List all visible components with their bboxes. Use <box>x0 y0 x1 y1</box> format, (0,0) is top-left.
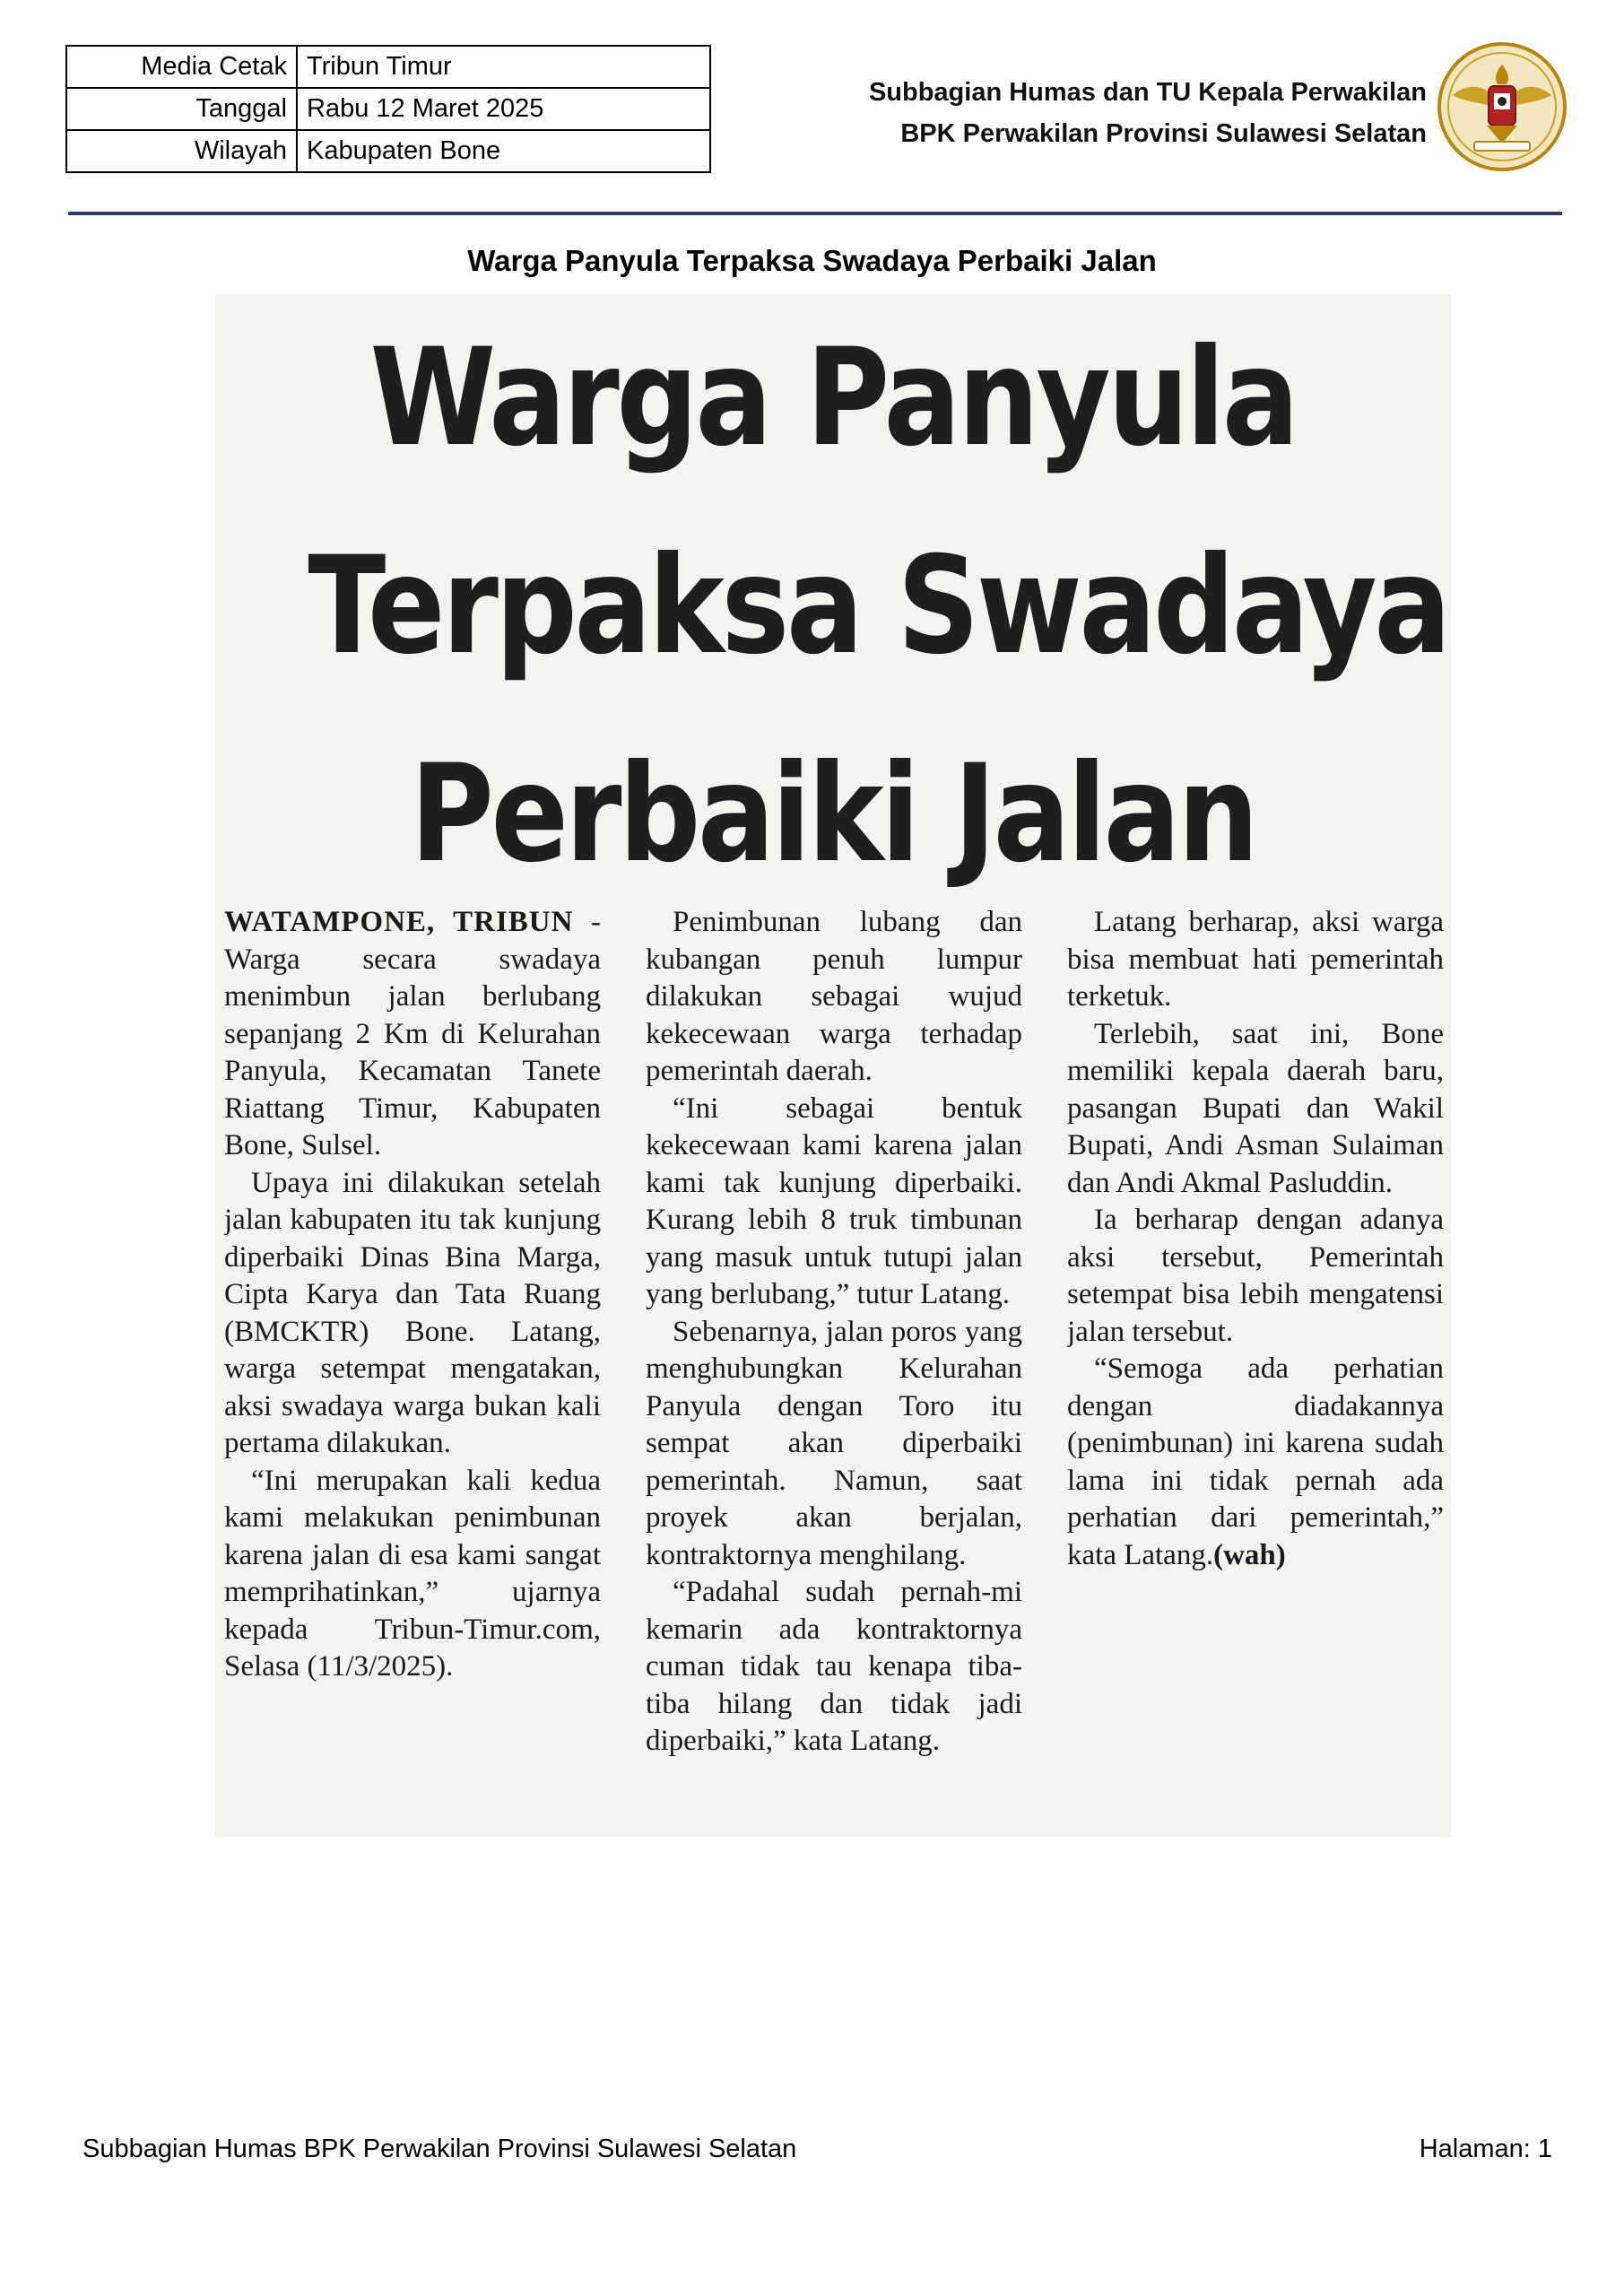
org-line-1: Subbagian Humas dan TU Kepala Perwakilan <box>868 78 1427 107</box>
author-initials: (wah) <box>1213 1538 1286 1571</box>
headline <box>308 294 1448 918</box>
paragraph-4: Penimbunan lubang dan kubangan penuh lumpur dilakukan sebagai wujud kekecewaan warga terhadap pemerintah daerah. <box>646 906 1022 1087</box>
paragraph-10: Ia berharap dengan adanya aksi tersebut, Pemerintah setempat bisa lebih mengatensi jalan tersebut. <box>1067 1204 1444 1348</box>
region-row <box>66 130 710 172</box>
paragraph-2: Upaya ini dilakukan setelah jalan kabupaten itu tak kunjung diperbaiki Dinas Bina Marga, Cipta Karya dan Tata Ruang (BMCKTR) Bone. Latang, warga setempat mengatakan, aksi swadaya warga bukan kali pertama dilakukan. <box>224 1166 601 1459</box>
paragraph-5: “Ini sebagai bentuk kekecewaan kami karena jalan kami tak kunjung diperbaiki. Kurang lebih 8 truk timbunan yang masuk untuk tutupi jalan yang berlubang,” tutur Latang. <box>646 1091 1022 1310</box>
paragraph-8: Latang berharap, aksi warga bisa membuat hati pemerintah terketuk. <box>1067 906 1444 1013</box>
page-number: Halaman: 1 <box>1419 2135 1552 2163</box>
date-row <box>66 88 710 130</box>
footer-org: Subbagian Humas BPK Perwakilan Provinsi Sulawesi Selatan <box>83 2135 797 2163</box>
paragraph-1-text: - Warga secara swadaya menimbun jalan berlubang sepanjang 2 Km di Kelurahan Panyula, Kecamatan Tanete Riattang Timur, Kabupaten Bone, Sulsel. <box>224 906 601 1161</box>
paragraph-6: Sebenarnya, jalan poros yang menghubungkan Kelurahan Panyula dengan Toro itu sempat akan diperbaiki pemerintah. Namun, saat proyek akan berjalan, kontraktornya menghilang. <box>646 1315 1022 1571</box>
paragraph-1 <box>224 904 601 1165</box>
organization-header <box>869 72 1427 154</box>
dateline: WATAMPONE, TRIBUN <box>224 906 574 938</box>
page-footer <box>83 2135 1552 2164</box>
region-label: Wilayah <box>66 130 297 172</box>
newspaper-clipping <box>215 294 1451 1837</box>
article-body <box>224 904 1444 1837</box>
media-value: Tribun Timur <box>297 46 710 88</box>
column-1 <box>224 904 601 1837</box>
paragraph-9: Terlebih, saat ini, Bone memiliki kepala daerah baru, pasangan Bupati dan Wakil Bupati, Andi Asman Sulaiman dan Andi Akmal Pasluddin. <box>1067 1017 1444 1199</box>
garuda-emblem-icon <box>1435 39 1569 174</box>
paragraph-7: “Padahal sudah pernah-mi kemarin ada kontraktornya cuman tidak tau kenapa tiba-tiba hilang dan tidak jadi diperbaiki,” kata Latang. <box>646 1576 1022 1757</box>
headline-line-2: Terpaksa Swadaya <box>308 528 1448 684</box>
headline-line-3: Perbaiki Jalan <box>410 736 1256 892</box>
header-rule <box>68 212 1562 215</box>
paragraph-3: “Ini merupakan kali kedua kami melakukan penimbunan karena jalan di esa kami sangat memprihatinkan,” ujarnya kepada Tribun-Timur.com, Selasa (11/3/2025). <box>224 1464 601 1683</box>
paragraph-11 <box>1067 1351 1444 1574</box>
media-label: Media Cetak <box>66 46 297 88</box>
region-value: Kabupaten Bone <box>297 130 710 172</box>
column-2 <box>646 904 1022 1837</box>
paragraph-11-text: “Semoga ada perhatian dengan diadakannya (penimbunan) ini karena sudah lama ini tidak pernah ada perhatian dari pemerintah,” kata Latang. <box>1067 1352 1444 1571</box>
article-title: Warga Panyula Terpaksa Swadaya Perbaiki Jalan <box>467 244 1157 277</box>
headline-line-1: Warga Panyula <box>369 320 1297 476</box>
date-label: Tanggal <box>66 88 297 130</box>
column-3 <box>1067 904 1444 1837</box>
org-line-2: BPK Perwakilan Provinsi Sulawesi Selatan <box>900 119 1427 148</box>
media-info-table <box>65 45 711 173</box>
media-row <box>66 46 710 88</box>
date-value: Rabu 12 Maret 2025 <box>297 88 710 130</box>
